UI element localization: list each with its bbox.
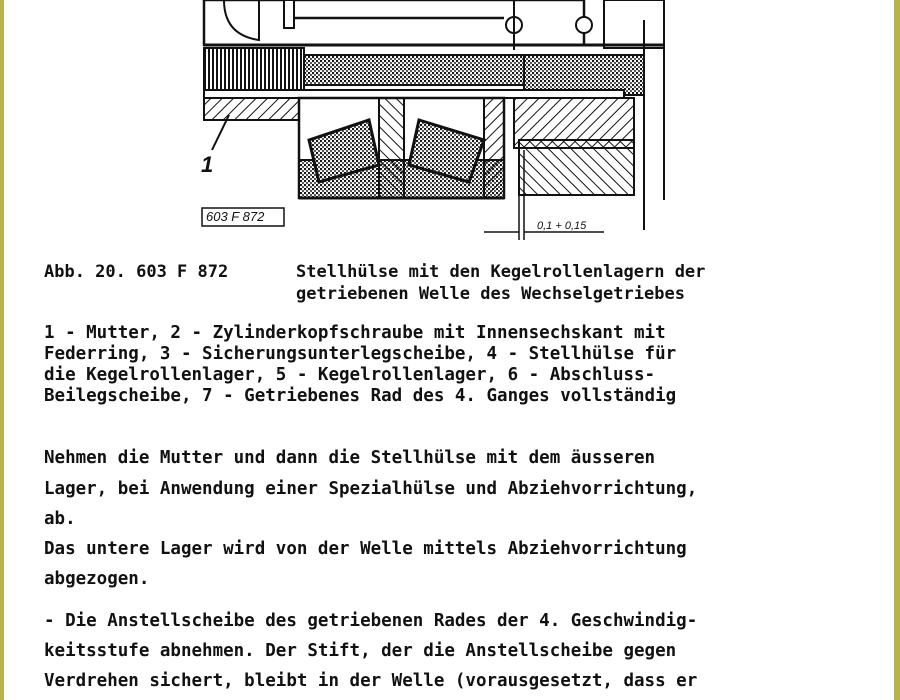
body-line: Lager, bei Anwendung einer Spezialhülse und Abziehvorrichtung,: [44, 479, 698, 499]
dimension-label: 0,1 + 0,15: [537, 220, 587, 232]
legend-line: Beilegscheibe, 7 - Getriebenes Rad des 4. Ganges vollständig: [44, 386, 677, 406]
legend-line: Federring, 3 - Sicherungsunterlegscheibe, 4 - Stellhülse für: [44, 344, 677, 364]
body-line: abgezogen.: [44, 569, 150, 589]
body-line: ab.: [44, 509, 76, 529]
figure-caption-line-2: getriebenen Welle des Wechselgetriebes: [296, 284, 685, 304]
body-line: keitsstufe abnehmen. Der Stift, der die Anstellscheibe gegen: [44, 641, 677, 661]
figure-caption-line-1: Stellhülse mit den Kegelrollenlagern der: [296, 262, 706, 282]
body-line: Nehmen die Mutter und dann die Stellhülse mit dem äusseren: [44, 448, 656, 468]
body-line: Das untere Lager wird von der Welle mittels Abziehvorrichtung: [44, 539, 687, 559]
body-line: Verdrehen sichert, bleibt in der Welle (vorausgesetzt, dass er: [44, 671, 698, 691]
document-page: [4, 0, 894, 700]
legend-line: 1 - Mutter, 2 - Zylinderkopfschraube mit Innensechskant mit: [44, 323, 666, 343]
legend-line: die Kegelrollenlager, 5 - Kegelrollenlager, 6 - Abschluss-: [44, 365, 656, 385]
body-line: - Die Anstellscheibe des getriebenen Rades der 4. Geschwindig-: [44, 611, 698, 631]
drawing-code-label: 603 F 872: [206, 209, 265, 224]
part-number-label: 1: [201, 152, 214, 177]
figure-caption-prefix: Abb. 20. 603 F 872: [44, 262, 229, 282]
